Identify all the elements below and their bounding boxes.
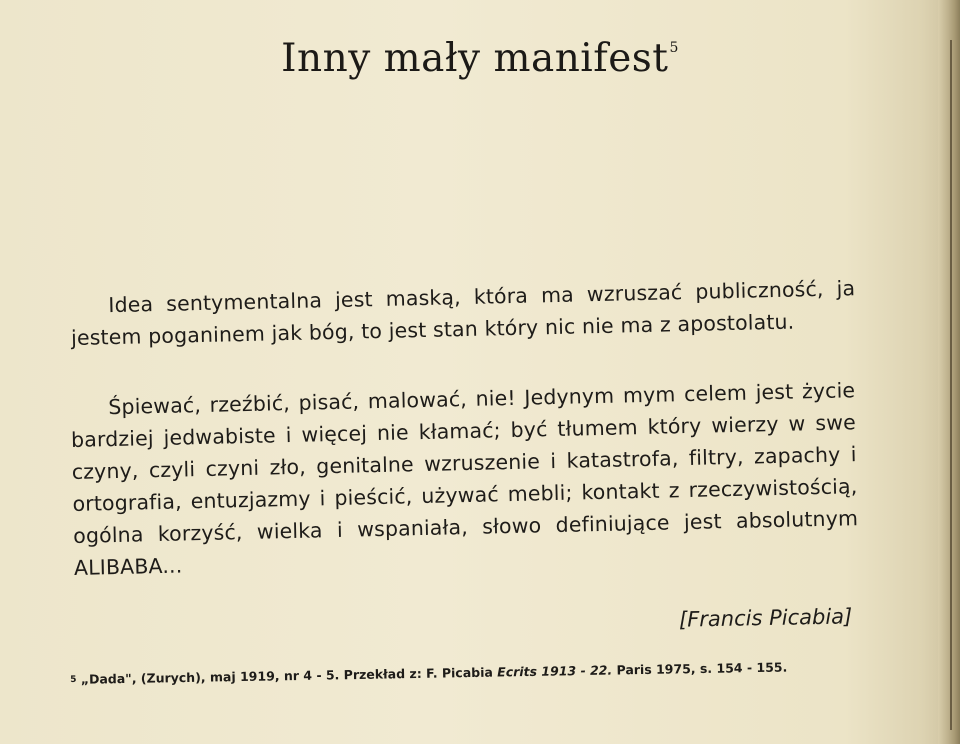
footnote-book-title: Ecrits 1913 - 22. <box>497 662 613 680</box>
title-text: Inny mały manifest <box>281 36 669 81</box>
footnote-marker: 5 <box>70 674 77 685</box>
book-gutter <box>938 0 960 744</box>
title-footnote-ref: 5 <box>669 40 679 56</box>
page-title <box>0 36 960 81</box>
author-attribution: [Francis Picabia] <box>678 604 853 632</box>
paragraph-1-text: Idea sentymentalna jest maską, która ma wzruszać publiczność, ja jestem poganinem jak bóg, to jest stan który nic nie ma z apostolatu. <box>70 276 856 350</box>
footnote-source: „Dada", (Zurych), maj 1919, nr 4 - 5. Przekład z: F. Picabia <box>80 664 493 687</box>
footnote-details: Paris 1975, s. 154 - 155. <box>616 659 788 678</box>
paragraph-2 <box>70 374 859 584</box>
page-edge-line <box>950 40 952 730</box>
paragraph-2-text: Śpiewać, rzeźbić, pisać, malować, nie! Jedynym mym celem jest życie bardziej jedwabiste i więcej nie kłamać; być tłumem który wierzy w swe czyny, czyli czyni zło, genitalne wzruszenie i katastrofa, filtry, zapachy i ortografia, entuzjazmy i pieścić, używać mebli; kontakt z rzeczywistością, ogólna korzyść, wielka i wspaniała, słowo definiujące jest absolutnym ALIBABA... <box>70 378 859 580</box>
